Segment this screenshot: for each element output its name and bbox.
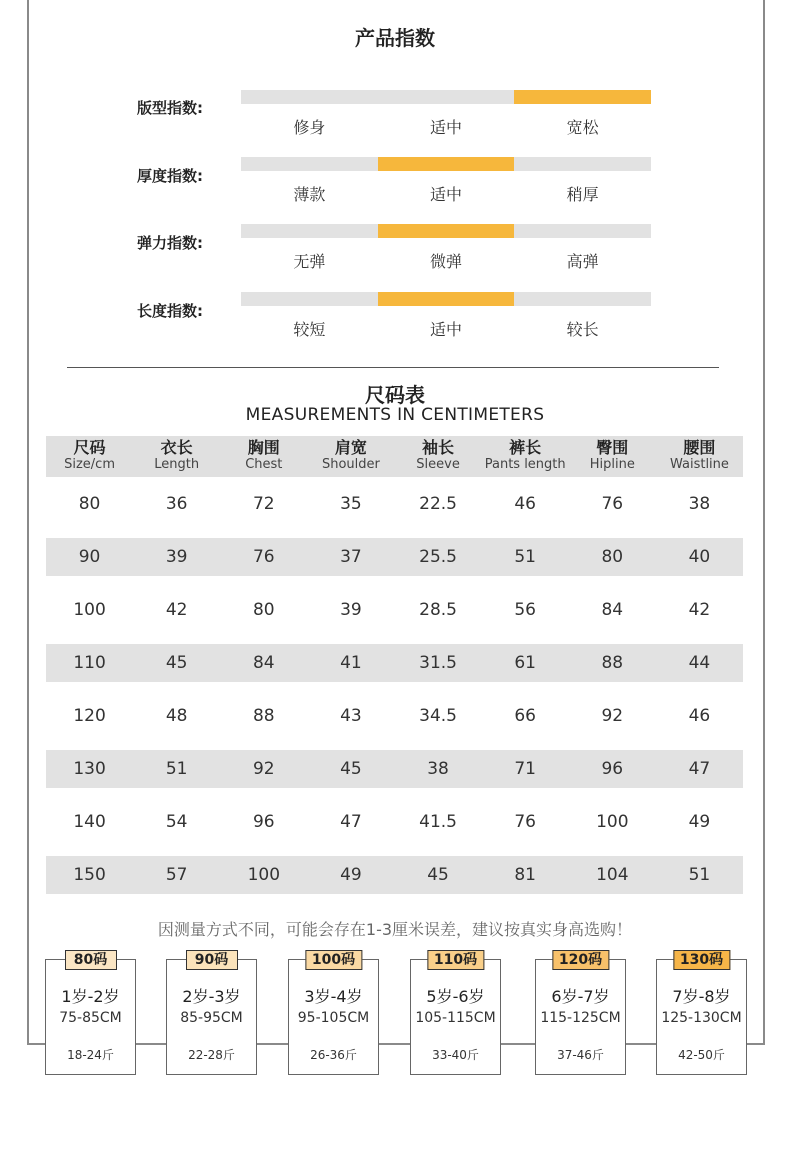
- table-cell: 41.5: [419, 811, 457, 832]
- size-card-age: 2岁-3岁: [182, 987, 241, 1006]
- table-cell: 41: [340, 652, 362, 673]
- index-options: [241, 115, 651, 138]
- index-bar-segment: [514, 90, 651, 104]
- index-option-label: 较长: [566, 320, 599, 339]
- column-header: [569, 436, 656, 477]
- size-card-age: 5岁-6岁: [426, 987, 485, 1006]
- table-cell: 51: [514, 546, 536, 567]
- size-card-age: 6岁-7岁: [551, 987, 610, 1006]
- measurement-note: 因测量方式不同，可能会存在1-3厘米误差，建议按真实身高选购！: [157, 920, 633, 939]
- table-cell: 42: [688, 599, 711, 620]
- index-bar: [241, 224, 651, 238]
- size-table-header: [46, 436, 743, 477]
- column-header: [307, 436, 394, 477]
- index-bar-segment: [241, 157, 378, 171]
- size-card: [656, 952, 747, 1075]
- table-cell: 38: [688, 493, 711, 514]
- index-label: 厚度指数:: [137, 167, 203, 185]
- index-bar-segment: [514, 157, 651, 171]
- table-cell: 45: [427, 864, 449, 885]
- table-cell: 49: [688, 811, 711, 832]
- index-options: [241, 182, 651, 205]
- column-header-en: Hipline: [589, 457, 635, 472]
- table-cell: 25.5: [419, 546, 457, 567]
- index-option-label: 无弹: [293, 252, 326, 271]
- table-cell: 56: [514, 599, 536, 620]
- size-chart-title: 尺码表: [365, 383, 425, 407]
- size-card-weight: 18-24斤: [67, 1048, 114, 1062]
- table-cell: 57: [165, 864, 188, 885]
- index-option-label: 稍厚: [566, 185, 599, 204]
- table-cell: 66: [514, 705, 536, 726]
- size-card-height: 75-85CM: [59, 1010, 122, 1026]
- table-row: [46, 477, 743, 530]
- size-card-age: 7岁-8岁: [672, 987, 731, 1006]
- index-option-label: 微弹: [430, 252, 463, 271]
- column-header-en: Chest: [245, 457, 283, 472]
- index-option-label: 适中: [430, 118, 463, 137]
- index-row: [0, 90, 790, 140]
- index-option-label: 高弹: [566, 252, 599, 271]
- table-cell: 34.5: [419, 705, 457, 726]
- column-header-en: Waistline: [669, 457, 729, 472]
- table-cell: 39: [165, 546, 188, 567]
- size-card-weight: 42-50斤: [678, 1048, 725, 1062]
- column-header-en: Shoulder: [321, 457, 380, 472]
- table-cell: 140: [73, 811, 106, 832]
- table-cell: 35: [340, 493, 362, 514]
- table-cell: 92: [252, 758, 275, 779]
- column-header: [482, 436, 569, 477]
- size-card-tag: 120码: [552, 950, 609, 970]
- index-bar: [241, 292, 651, 306]
- table-cell: 36: [165, 493, 188, 514]
- table-cell: 46: [514, 493, 536, 514]
- size-card-height: 85-95CM: [180, 1010, 243, 1026]
- table-cell: 38: [427, 758, 449, 779]
- table-cell: 80: [252, 599, 275, 620]
- index-options: [241, 317, 651, 340]
- index-bar-segment: [514, 292, 651, 306]
- index-bar-segment: [378, 292, 515, 306]
- index-bar-segment: [378, 157, 515, 171]
- table-cell: 76: [252, 546, 275, 567]
- size-card-age: 3岁-4岁: [304, 987, 363, 1006]
- column-header-en: Size/cm: [64, 457, 115, 472]
- table-cell: 80: [78, 493, 101, 514]
- index-bar-segment: [241, 90, 378, 104]
- table-cell: 88: [601, 652, 624, 673]
- table-cell: 37: [340, 546, 362, 567]
- index-row: [0, 157, 790, 207]
- index-option-label: 适中: [430, 320, 463, 339]
- size-card: [45, 952, 136, 1075]
- index-options: [241, 249, 651, 272]
- size-card-weight: 22-28斤: [188, 1048, 235, 1062]
- table-cell: 49: [340, 864, 362, 885]
- size-card-weight: 37-46斤: [557, 1048, 604, 1062]
- size-table: [46, 436, 743, 901]
- table-row: [46, 856, 743, 894]
- table-cell: 51: [165, 758, 188, 779]
- table-cell: 90: [78, 546, 101, 567]
- column-header: [395, 436, 482, 477]
- table-row: [46, 750, 743, 788]
- table-cell: 54: [165, 811, 188, 832]
- index-bar-segment: [241, 224, 378, 238]
- index-option-label: 修身: [293, 118, 326, 137]
- column-header-cn: 衣长: [160, 438, 193, 457]
- table-row: [46, 795, 743, 848]
- index-bar: [241, 90, 651, 104]
- table-cell: 42: [165, 599, 188, 620]
- index-label: 版型指数:: [137, 99, 203, 117]
- table-cell: 61: [514, 652, 536, 673]
- table-cell: 22.5: [419, 493, 457, 514]
- size-card: [535, 952, 626, 1075]
- size-card: [166, 952, 257, 1075]
- size-card: [410, 952, 501, 1075]
- column-header-en: Length: [154, 457, 200, 472]
- index-bar-segment: [514, 224, 651, 238]
- index-row: [0, 224, 790, 274]
- table-cell: 47: [340, 811, 362, 832]
- column-header-en: Pants length: [484, 457, 566, 472]
- size-card-weight: 26-36斤: [310, 1048, 357, 1062]
- table-cell: 76: [514, 811, 536, 832]
- table-cell: 96: [601, 758, 624, 779]
- index-option-label: 较短: [293, 320, 326, 339]
- index-bar-segment: [241, 292, 378, 306]
- index-bar-segment: [378, 224, 515, 238]
- column-header-en: Sleeve: [416, 457, 460, 472]
- table-row: [46, 538, 743, 576]
- table-cell: 40: [688, 546, 711, 567]
- size-card-age: 1岁-2岁: [61, 987, 120, 1006]
- table-row: [46, 583, 743, 636]
- column-header-cn: 臀围: [596, 438, 629, 457]
- table-cell: 84: [252, 652, 275, 673]
- size-chart-subtitle: MEASUREMENTS IN CENTIMETERS: [245, 405, 545, 425]
- table-cell: 84: [601, 599, 624, 620]
- table-cell: 81: [514, 864, 536, 885]
- table-cell: 100: [73, 599, 106, 620]
- product-index-title: 产品指数: [355, 26, 435, 50]
- table-cell: 45: [340, 758, 362, 779]
- column-header: [220, 436, 307, 477]
- table-cell: 72: [252, 493, 275, 514]
- size-card-height: 105-115CM: [415, 1010, 496, 1026]
- table-cell: 96: [252, 811, 275, 832]
- column-header: [46, 436, 133, 477]
- size-card: [288, 952, 379, 1075]
- table-cell: 39: [340, 599, 362, 620]
- table-cell: 110: [73, 652, 106, 673]
- index-option-label: 薄款: [293, 185, 326, 204]
- size-card-list: [0, 949, 790, 1079]
- column-header-cn: 裤长: [509, 438, 542, 457]
- table-cell: 71: [514, 758, 536, 779]
- index-label: 弹力指数:: [137, 234, 203, 252]
- table-cell: 100: [247, 864, 281, 885]
- table-cell: 47: [688, 758, 711, 779]
- table-cell: 51: [688, 864, 711, 885]
- size-card-tag: 80码: [65, 950, 117, 970]
- column-header-cn: 胸围: [247, 438, 280, 457]
- index-option-label: 宽松: [566, 118, 599, 137]
- index-label: 长度指数:: [137, 302, 203, 320]
- table-cell: 130: [73, 758, 106, 779]
- table-row: [46, 689, 743, 742]
- table-cell: 28.5: [419, 599, 457, 620]
- column-header: [656, 436, 743, 477]
- table-cell: 46: [688, 705, 711, 726]
- table-cell: 48: [165, 705, 188, 726]
- size-card-height: 95-105CM: [297, 1010, 370, 1026]
- column-header-cn: 袖长: [422, 438, 455, 457]
- index-option-label: 适中: [430, 185, 463, 204]
- index-bar-segment: [378, 90, 515, 104]
- table-cell: 45: [165, 652, 188, 673]
- column-header-cn: 肩宽: [334, 438, 367, 457]
- size-card-tag: 100码: [305, 950, 362, 970]
- table-cell: 120: [73, 705, 106, 726]
- index-bar: [241, 157, 651, 171]
- table-row: [46, 644, 743, 682]
- table-cell: 43: [340, 705, 362, 726]
- size-card-height: 125-130CM: [661, 1010, 742, 1026]
- size-card-tag: 90码: [186, 950, 238, 970]
- table-cell: 44: [688, 652, 711, 673]
- column-header-cn: 尺码: [73, 438, 106, 457]
- table-cell: 88: [252, 705, 275, 726]
- column-header-cn: 腰围: [683, 438, 716, 457]
- table-cell: 31.5: [419, 652, 457, 673]
- index-row: [0, 292, 790, 342]
- table-cell: 104: [596, 864, 629, 885]
- size-card-tag: 130码: [673, 950, 730, 970]
- table-cell: 150: [73, 864, 106, 885]
- size-card-height: 115-125CM: [540, 1010, 621, 1026]
- table-cell: 76: [601, 493, 624, 514]
- table-cell: 100: [596, 811, 629, 832]
- size-card-weight: 33-40斤: [432, 1048, 479, 1062]
- table-cell: 92: [601, 705, 624, 726]
- column-header: [133, 436, 220, 477]
- size-card-tag: 110码: [427, 950, 484, 970]
- table-cell: 80: [601, 546, 624, 567]
- section-divider: [67, 367, 719, 368]
- size-table-body: [46, 477, 743, 894]
